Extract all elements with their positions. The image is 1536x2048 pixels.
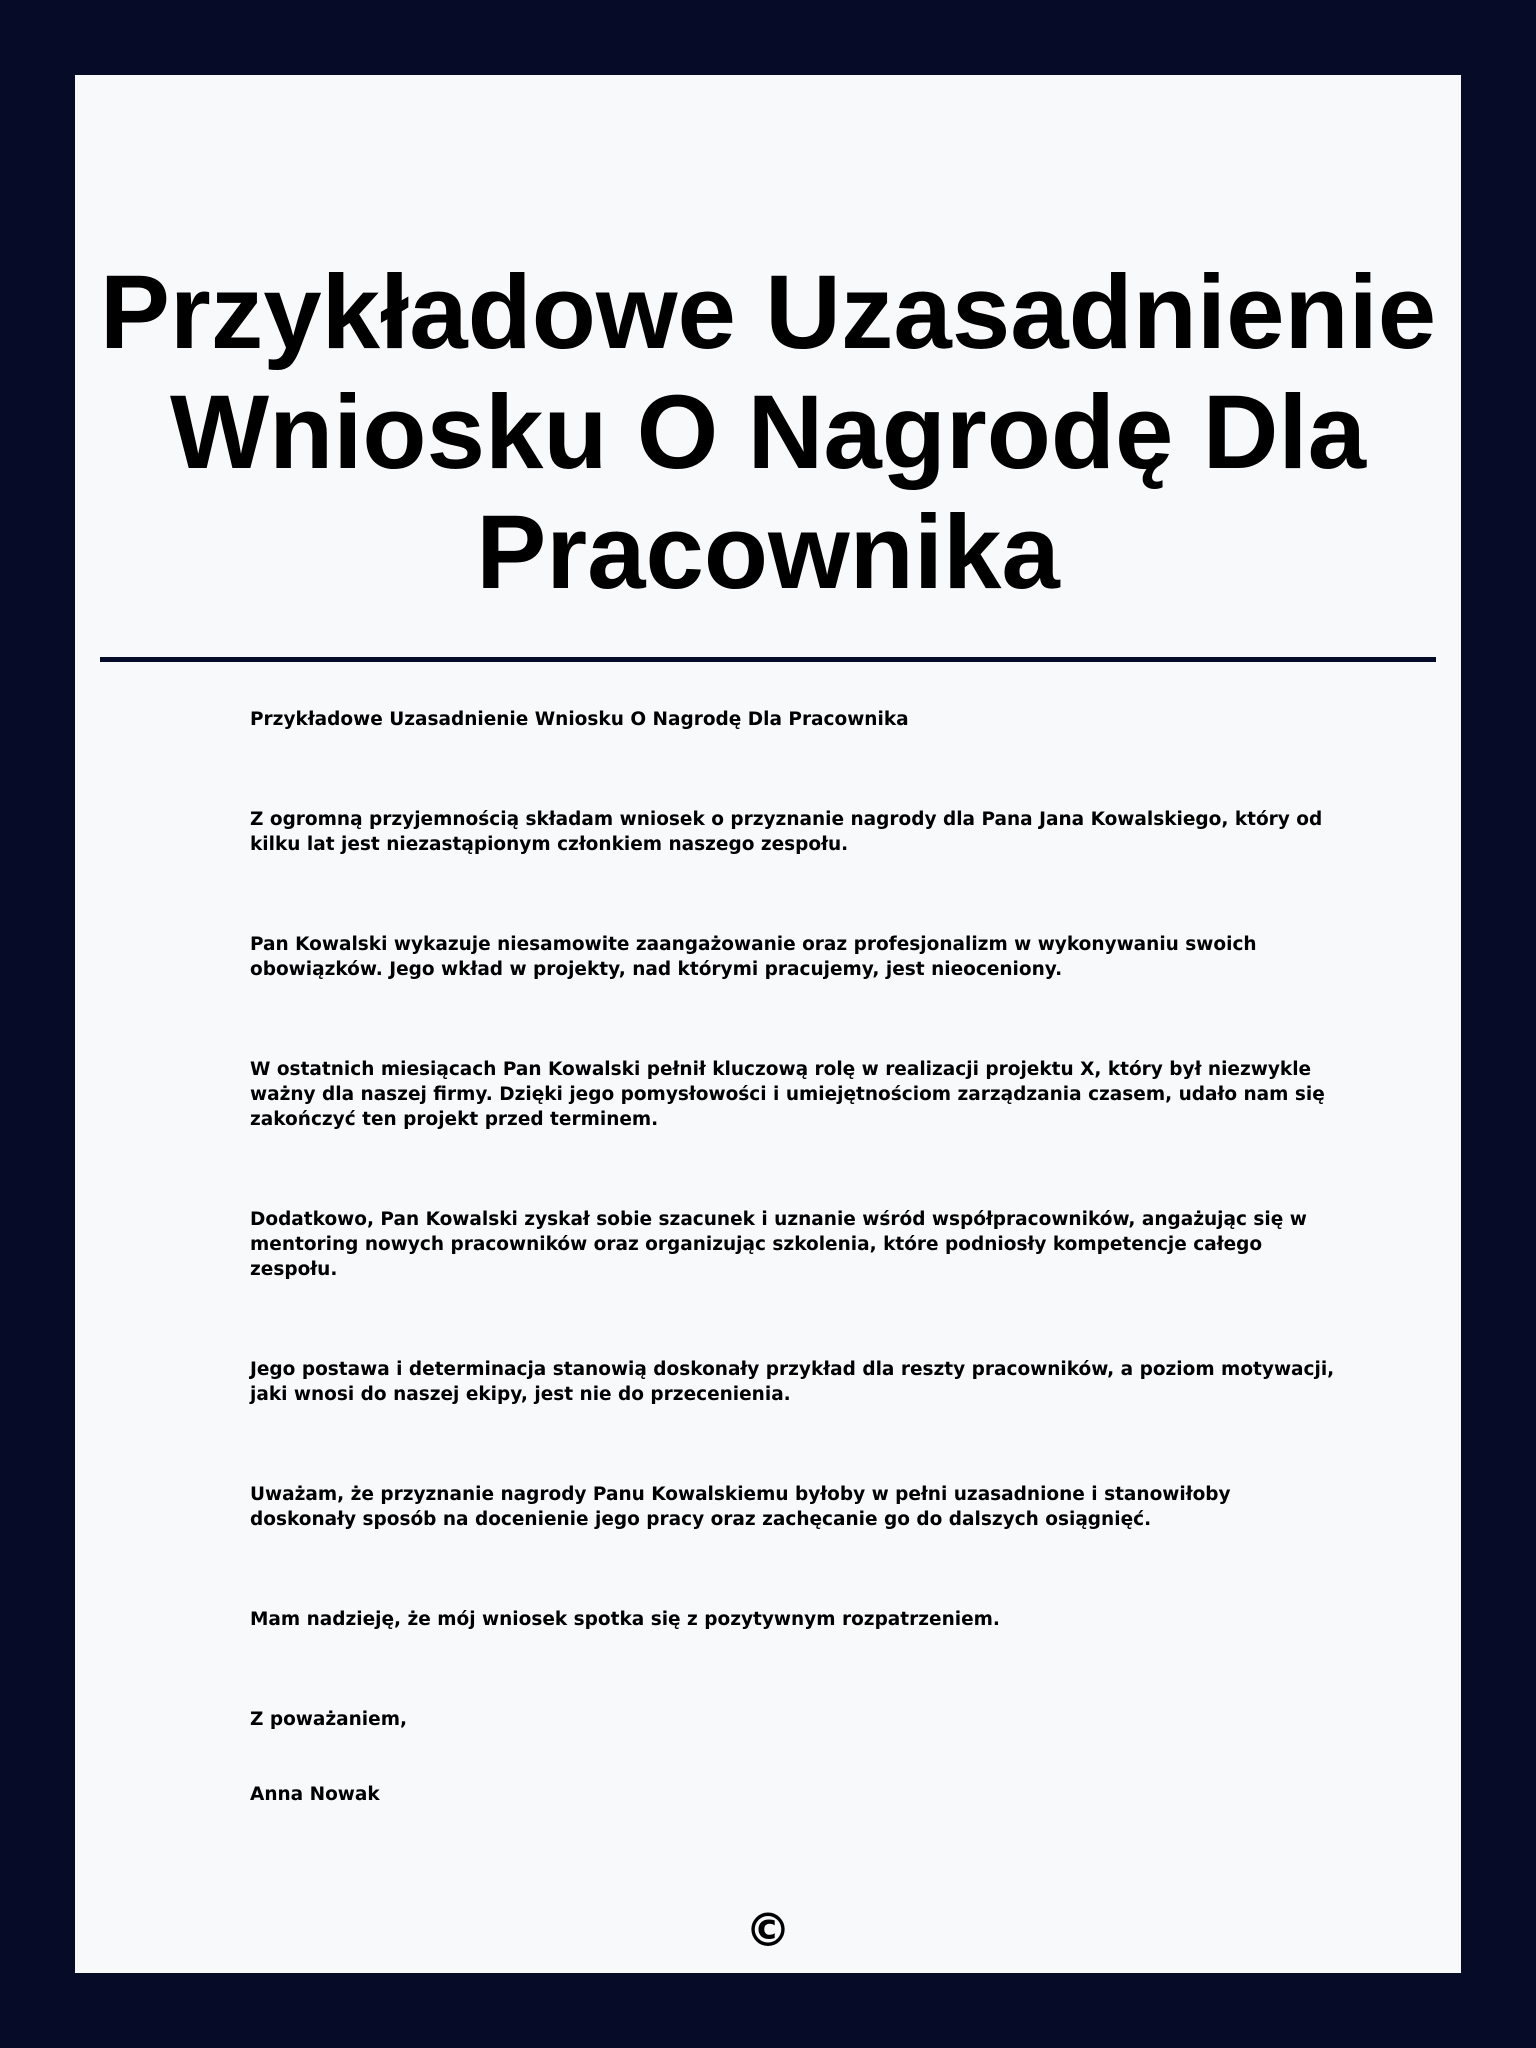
paragraph: Pan Kowalski wykazuje niesamowite zaangażowanie oraz profesjonalizm w wykonywaniu swoich obowiązków. Jego wkład w projekty, nad którymi pracujemy, jest nieoceniony.: [250, 934, 1257, 980]
paragraph: Dodatkowo, Pan Kowalski zyskał sobie szacunek i uznanie wśród współpracowników, angażując się w mentoring nowych pracowników oraz organizując szkolenia, które podniosły kompetencje całego zespołu.: [250, 1209, 1307, 1280]
paragraph: Uważam, że przyznanie nagrody Panu Kowalskiemu byłoby w pełni uzasadnione i stanowiłoby doskonały sposób na docenienie jego pracy oraz zachęcanie go do dalszych osiągnięć.: [250, 1484, 1231, 1530]
title-divider: [100, 657, 1436, 662]
paragraph: Z ogromną przyjemnością składam wniosek o przyznanie nagrody dla Pana Jana Kowalskiego, który od kilku lat jest niezastąpionym członkiem naszego zespołu.: [250, 809, 1323, 855]
signature: Anna Nowak: [250, 1784, 380, 1805]
paragraph: Jego postawa i determinacja stanowią doskonały przykład dla reszty pracowników, a poziom motywacji, jaki wnosi do naszej ekipy, jest nie do przecenienia.: [250, 1359, 1335, 1405]
copyright-icon: ©: [745, 1903, 791, 1957]
paragraph: Mam nadzieję, że mój wniosek spotka się z pozytywnym rozpatrzeniem.: [250, 1609, 1000, 1630]
document-title: Przykładowe Uzasadnienie Wniosku O Nagrodę Dla Pracownika: [99, 254, 1437, 611]
document-page: [75, 75, 1461, 1973]
closing-line: Z poważaniem,: [250, 1709, 407, 1730]
document-body: [250, 707, 1340, 1807]
body-heading: Przykładowe Uzasadnienie Wniosku O Nagrodę Dla Pracownika: [250, 709, 909, 730]
paragraph: W ostatnich miesiącach Pan Kowalski pełnił kluczową rolę w realizacji projektu X, który był niezwykle ważny dla naszej firmy. Dzięki jego pomysłowości i umiejętnościom zarządzania czasem, udało nam się zakończyć ten projekt przed terminem.: [250, 1059, 1325, 1130]
